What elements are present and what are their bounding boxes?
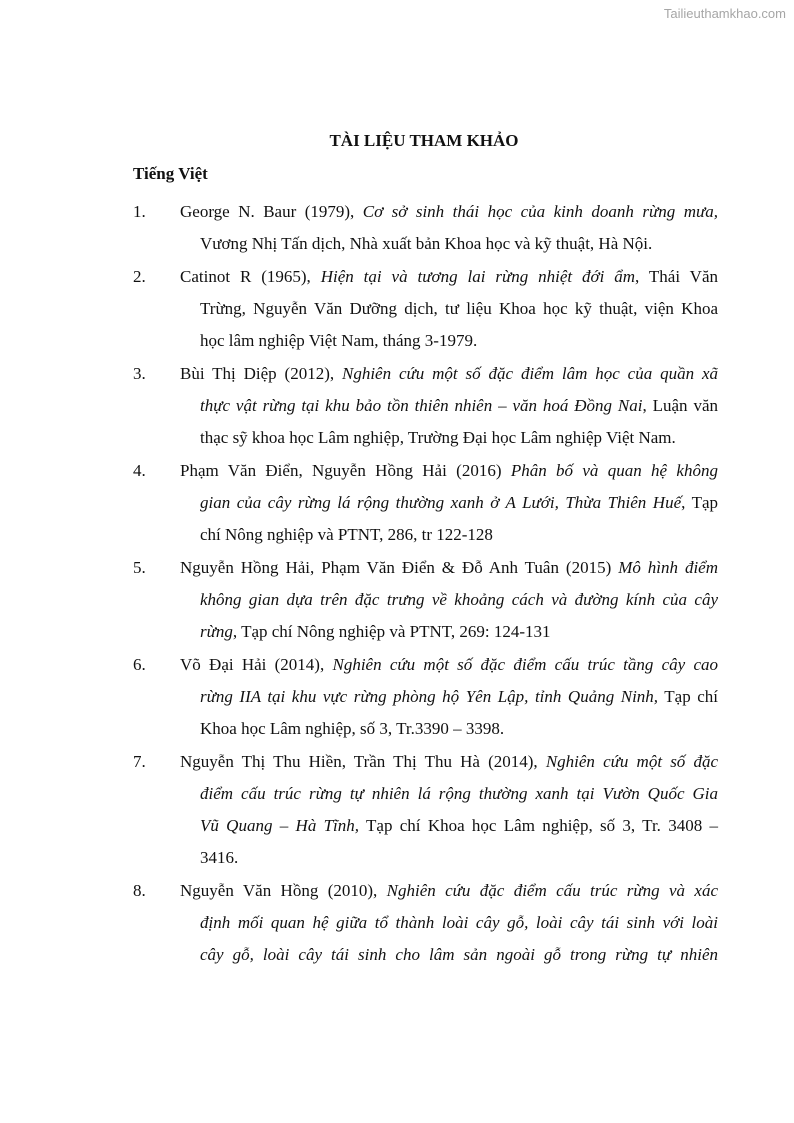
reference-title-text: cây gỗ, loài cây tái sinh cho lâm sản ngoài gỗ trong rừng tự nhiên xyxy=(200,945,718,964)
reference-line xyxy=(180,584,718,616)
reference-title-text: Cơ sở sinh thái học của kinh doanh rừng mưa, xyxy=(362,202,718,221)
reference-line xyxy=(180,390,718,422)
reference-item xyxy=(133,875,718,971)
reference-item xyxy=(133,261,718,357)
reference-line xyxy=(180,681,718,713)
reference-text: Bùi Thị Diệp (2012), xyxy=(180,364,342,383)
reference-text: Tạp chí xyxy=(658,687,718,706)
reference-title-text: rừng IIA tại khu vực rừng phòng hộ Yên Lập, tỉnh Quảng Ninh, xyxy=(200,687,659,706)
reference-line xyxy=(160,358,718,390)
reference-line xyxy=(160,455,718,487)
reference-item xyxy=(133,455,718,551)
reference-text: Nguyễn Văn Hồng (2010), xyxy=(180,881,387,900)
reference-title-text: Nghiên cứu một số đặc xyxy=(545,752,718,771)
reference-text: chí Nông nghiệp và PTNT, 286, tr 122-128 xyxy=(200,525,493,544)
reference-number: 1. xyxy=(133,202,146,221)
reference-text: , Tạp xyxy=(681,493,718,512)
reference-title-text: không gian dựa trên đặc trưng về khoảng cách và đường kính của cây xyxy=(200,590,718,609)
reference-title-text: Hiện tại và tương lai rừng nhiệt đới ẩm xyxy=(320,267,636,286)
reference-line xyxy=(180,293,718,325)
reference-title-text: điểm cấu trúc rừng tự nhiên lá rộng thường xanh tại Vườn Quốc Gia xyxy=(200,784,718,803)
reference-line xyxy=(180,810,718,842)
reference-list xyxy=(133,196,718,972)
reference-text: Vương Nhị Tấn dịch, Nhà xuất bản Khoa học và kỹ thuật, Hà Nội. xyxy=(200,234,653,253)
reference-number: 4. xyxy=(133,461,146,480)
watermark-text: Tailieuthamkhao.com xyxy=(663,6,786,21)
reference-text: 3416. xyxy=(200,848,239,867)
section-heading: Tiếng Việt xyxy=(133,164,208,183)
reference-line xyxy=(180,519,718,551)
reference-title-text: Phân bố và quan hệ không xyxy=(510,461,718,480)
reference-text: Trừng, Nguyễn Văn Dưỡng dịch, tư liệu Khoa học kỹ thuật, viện Khoa xyxy=(200,299,718,318)
reference-line xyxy=(160,552,718,584)
reference-item xyxy=(133,196,718,260)
reference-line xyxy=(180,228,718,260)
reference-line xyxy=(180,842,718,874)
reference-title-text: định mối quan hệ giữa tổ thành loài cây gỗ, loài cây tái sinh với loài xyxy=(200,913,718,932)
reference-item xyxy=(133,552,718,648)
reference-text: Võ Đại Hải (2014), xyxy=(180,655,333,674)
reference-title-text: Mô hình điểm xyxy=(618,558,718,577)
reference-text: Phạm Văn Điển, Nguyễn Hồng Hải (2016) xyxy=(180,461,511,480)
reference-line xyxy=(180,616,718,648)
reference-number: 7. xyxy=(133,752,146,771)
reference-text: Nguyễn Hồng Hải, Phạm Văn Điển & Đỗ Anh Tuân (2015) xyxy=(180,558,619,577)
reference-line xyxy=(180,487,718,519)
reference-title-text: Nghiên cứu một số đặc điểm lâm học của quần xã xyxy=(341,364,718,383)
reference-text: Khoa học Lâm nghiệp, số 3, Tr.3390 – 3398. xyxy=(200,719,505,738)
reference-number: 6. xyxy=(133,655,146,674)
reference-text: , Thái Văn xyxy=(635,267,718,286)
reference-text: Nguyễn Thị Thu Hiền, Trần Thị Thu Hà (2014), xyxy=(180,752,546,771)
reference-title-text: gian của cây rừng lá rộng thường xanh ở A Lưới, Thừa Thiên Huế xyxy=(200,493,682,512)
reference-number: 5. xyxy=(133,558,146,577)
reference-line xyxy=(180,713,718,745)
reference-title-text: thực vật rừng tại khu bảo tồn thiên nhiên – văn hoá Đồng Nai xyxy=(200,396,643,415)
reference-number: 8. xyxy=(133,881,146,900)
reference-item xyxy=(133,746,718,874)
reference-line xyxy=(180,422,718,454)
reference-line xyxy=(160,261,718,293)
reference-line xyxy=(160,196,718,228)
page-title: TÀI LIỆU THAM KHẢO xyxy=(329,131,519,150)
reference-title-text: Vũ Quang – Hà Tĩnh, xyxy=(200,816,360,835)
reference-item xyxy=(133,649,718,745)
reference-text: Catinot R (1965), xyxy=(180,267,321,286)
reference-text: George N. Baur (1979), xyxy=(180,202,363,221)
reference-number: 3. xyxy=(133,364,146,383)
reference-line xyxy=(160,875,718,907)
reference-line xyxy=(180,939,718,971)
reference-text: học lâm nghiệp Việt Nam, tháng 3-1979. xyxy=(200,331,478,350)
reference-text: thạc sỹ khoa học Lâm nghiệp, Trường Đại học Lâm nghiệp Việt Nam. xyxy=(200,428,676,447)
reference-line xyxy=(180,325,718,357)
reference-title-text: Nghiên cứu đặc điểm cấu trúc rừng và xác xyxy=(386,881,718,900)
reference-text: Tạp chí Khoa học Lâm nghiệp, số 3, Tr. 3408 – xyxy=(359,816,719,835)
reference-line xyxy=(180,907,718,939)
reference-line xyxy=(180,778,718,810)
reference-title-text: Nghiên cứu một số đặc điểm cấu trúc tầng cây cao xyxy=(332,655,718,674)
reference-line xyxy=(160,746,718,778)
reference-text: , Tạp chí Nông nghiệp và PTNT, 269: 124-131 xyxy=(232,622,551,641)
reference-text: , Luận văn xyxy=(642,396,718,415)
reference-item xyxy=(133,358,718,454)
reference-line xyxy=(160,649,718,681)
reference-number: 2. xyxy=(133,267,146,286)
reference-title-text: rừng xyxy=(200,622,233,641)
